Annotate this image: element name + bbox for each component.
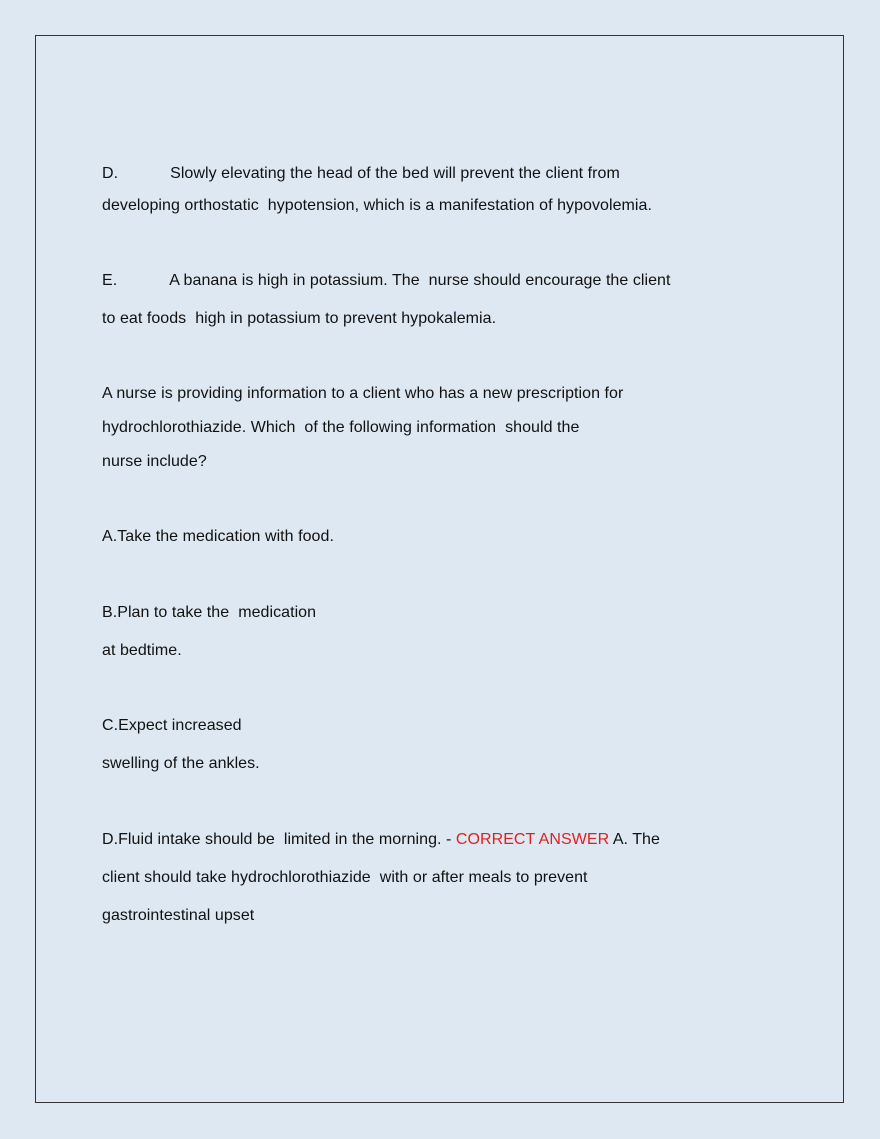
question-line-3: nurse include? <box>102 453 207 470</box>
item-e-line-1 <box>102 271 670 291</box>
item-d-label: D. <box>102 165 119 182</box>
item-e-label: E. <box>102 272 118 289</box>
option-b-line-1: B.Plan to take the medication <box>102 604 317 621</box>
option-d-text: D.Fluid intake should be limited in the morning. - <box>102 831 456 848</box>
rationale-line-1: client should take hydrochlorothiazide with or after meals to prevent <box>102 869 588 886</box>
option-b-line-2: at bedtime. <box>102 642 182 659</box>
correct-answer-marker: CORRECT ANSWER <box>455 831 610 848</box>
item-d-line-2: developing orthostatic hypotension, which is a manifestation of hypovolemia. <box>102 197 652 214</box>
item-e-text: A banana is high in potassium. The nurse should encourage the client <box>169 272 671 289</box>
answer-start: A. The <box>609 831 660 848</box>
item-d-line-1 <box>102 164 620 184</box>
option-a: A.Take the medication with food. <box>102 528 334 545</box>
question-line-2: hydrochlorothiazide. Which of the following information should the <box>102 419 580 436</box>
item-e-line-2: to eat foods high in potassium to prevent hypokalemia. <box>102 310 497 327</box>
option-c-line-1: C.Expect increased <box>102 717 242 734</box>
item-d-text: Slowly elevating the head of the bed will prevent the client from <box>170 165 620 182</box>
option-d-line <box>102 830 660 850</box>
question-line-1: A nurse is providing information to a client who has a new prescription for <box>102 385 624 402</box>
option-c-line-2: swelling of the ankles. <box>102 755 260 772</box>
rationale-line-2: gastrointestinal upset <box>102 907 255 924</box>
